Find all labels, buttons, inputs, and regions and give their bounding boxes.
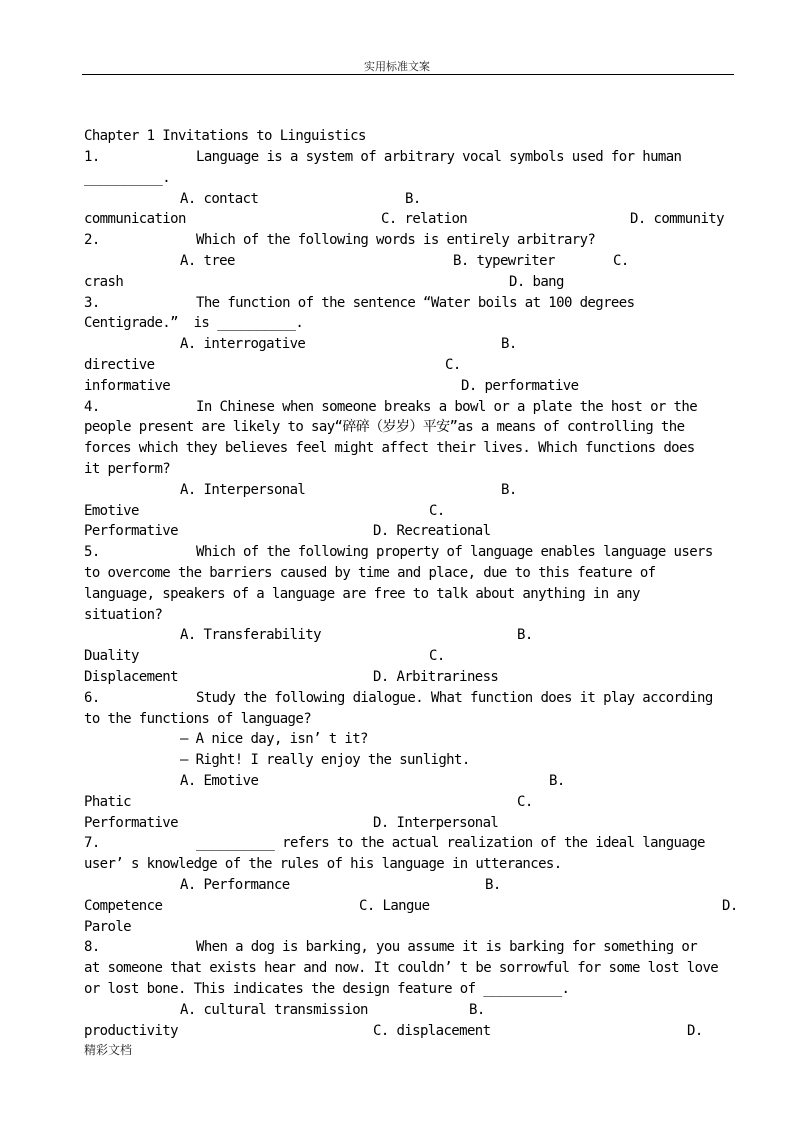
option-d: D. Interpersonal (373, 815, 499, 831)
option-a: A. Performance (180, 877, 290, 893)
option-b: B. (405, 191, 421, 207)
option-b: B. (469, 1002, 485, 1018)
option-d: D. (687, 1023, 703, 1039)
option-text: Phatic (84, 794, 131, 810)
question-number: 5. (84, 544, 100, 560)
option-d: D. Arbitrariness (373, 669, 499, 685)
option-c: C. (613, 253, 629, 269)
question-stem-line: Language is a system of arbitrary vocal symbols used for human (196, 149, 682, 165)
page-header: 实用标准文案 (364, 60, 430, 73)
option-text: Emotive (84, 503, 139, 519)
question-stem-line: people present are likely to say“碎碎（岁岁）平安”as a means of controlling the (84, 419, 685, 435)
option-text: productivity (84, 1023, 178, 1039)
question-stem-line: language, speakers of a language are free to talk about anything in any (84, 586, 640, 602)
option-c: C. relation (381, 211, 468, 227)
option-text: Performative (84, 815, 178, 831)
question-number: 6. (84, 690, 100, 706)
question-stem-line: In Chinese when someone breaks a bowl or a plate the host or the (196, 399, 698, 415)
option-c: C. displacement (373, 1023, 491, 1039)
option-b: B. (501, 482, 517, 498)
option-text: Parole (84, 919, 131, 935)
option-a: A. tree (180, 253, 235, 269)
option-d: D. (722, 898, 738, 914)
option-a: A. Interpersonal (180, 482, 306, 498)
option-a: A. contact (180, 191, 259, 207)
option-d: D. Recreational (373, 523, 491, 539)
option-d: D. performative (461, 378, 579, 394)
question-stem-line: situation? (84, 607, 163, 623)
option-text: crash (84, 274, 124, 290)
option-a: A. interrogative (180, 336, 306, 352)
question-stem-line: The function of the sentence “Water boils at 100 degrees (196, 295, 635, 311)
option-text: informative (84, 378, 171, 394)
option-a: A. Emotive (180, 773, 259, 789)
question-stem-line: Which of the following property of language enables language users (196, 544, 713, 560)
question-stem-line: to overcome the barriers caused by time and place, due to this feature of (84, 565, 656, 581)
question-stem-line: or lost bone. This indicates the design feature of __________. (84, 981, 570, 997)
option-text: Displacement (84, 669, 178, 685)
question-number: 2. (84, 232, 100, 248)
option-c: C. (445, 357, 461, 373)
question-number: 1. (84, 149, 100, 165)
question-number: 8. (84, 939, 100, 955)
option-d: D. community (630, 211, 724, 227)
question-stem-line: Which of the following words is entirely arbitrary? (196, 232, 596, 248)
question-stem-line: at someone that exists hear and now. It couldn’ t be sorrowful for some lost love (84, 960, 719, 976)
option-b: B. (501, 336, 517, 352)
option-b: B. (517, 627, 533, 643)
chapter-title: Chapter 1 Invitations to Linguistics (84, 128, 366, 144)
question-stem-line: __________. (84, 170, 171, 186)
question-stem-line: Centigrade.” is __________. (84, 315, 304, 331)
question-number: 4. (84, 399, 100, 415)
option-d: D. bang (509, 274, 564, 290)
option-b: B. (549, 773, 565, 789)
dialogue-line: — Right! I really enjoy the sunlight. (180, 752, 470, 768)
option-text: directive (84, 357, 155, 373)
header-divider (82, 74, 734, 75)
option-text: communication (84, 211, 186, 227)
question-stem-line: forces which they believes feel might affect their lives. Which functions does (84, 440, 695, 456)
option-b: B. (485, 877, 501, 893)
option-c: C. (429, 503, 445, 519)
option-text: Duality (84, 648, 139, 664)
question-stem-line: it perform? (84, 461, 171, 477)
option-a: A. Transferability (180, 627, 321, 643)
question-number: 3. (84, 295, 100, 311)
question-number: 7. (84, 835, 100, 851)
option-text: Performative (84, 523, 178, 539)
option-c: C. Langue (359, 898, 430, 914)
option-c: C. (429, 648, 445, 664)
question-stem-line: When a dog is barking, you assume it is barking for something or (196, 939, 698, 955)
question-stem-line: to the functions of language? (84, 711, 312, 727)
option-b: B. typewriter (453, 253, 555, 269)
option-a: A. cultural transmission (180, 1002, 368, 1018)
question-stem-line: user’ s knowledge of the rules of his language in utterances. (84, 856, 562, 872)
page-footer: 精彩文档 (84, 1043, 133, 1057)
option-c: C. (517, 794, 533, 810)
dialogue-line: — A nice day, isn’ t it? (180, 731, 368, 747)
option-text: Competence (84, 898, 163, 914)
question-stem-line: Study the following dialogue. What function does it play according (196, 690, 713, 706)
question-stem-line: __________ refers to the actual realization of the ideal language (196, 835, 705, 851)
